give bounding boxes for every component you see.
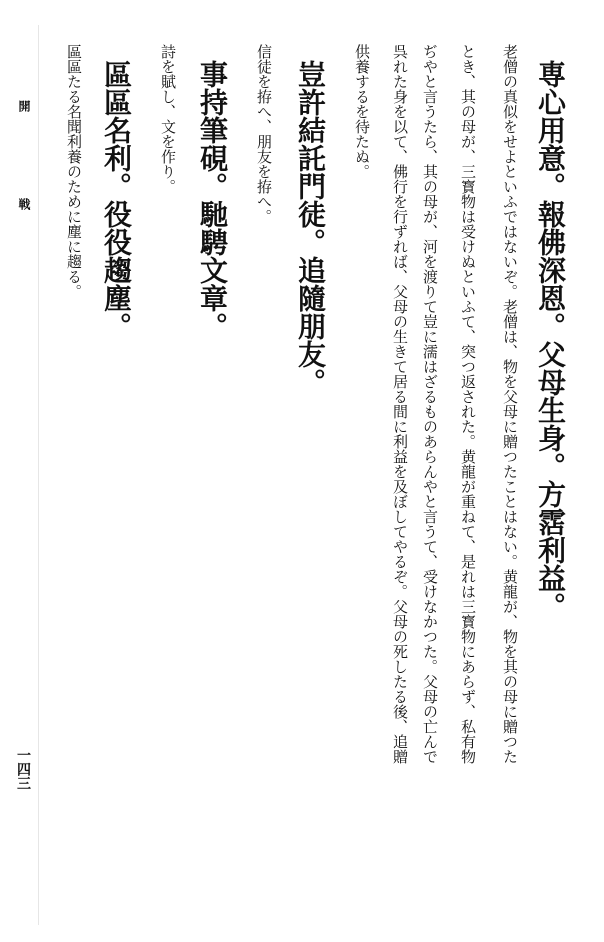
page-number: 一四三: [15, 748, 31, 790]
commentary-1-line-2: とき、其の母が、三寳物は受けぬといふて、突つ返された。黄龍が重ねて、是れは三寳物にあらず、私有物: [459, 44, 477, 764]
commentary-4: 區區たる名聞利養のために塵に趨る。: [65, 44, 83, 299]
margin-title: 開 戦: [17, 100, 31, 246]
commentary-1-line-3: ぢやと言うたら、其の母が、河を渡りて豈に濡はざるものあらんやと言うて、受けなかつた。父母の亡んで: [421, 44, 439, 764]
commentary-1-line-5: 供養するを待たぬ。: [353, 44, 371, 179]
heading-column-3: 事持筆硯。馳騁文章。: [196, 60, 229, 340]
heading-column-4: 區區名利。役役趨塵。: [100, 60, 133, 340]
commentary-1-line-1: 老僧の真似をせよといふではないぞ。老僧は、物を父母に贈つたことはない。黄龍が、物を其の母に贈つた: [501, 44, 519, 764]
commentary-2: 信徒を拵へ、朋友を拵へ。: [255, 44, 273, 224]
page-gutter: [38, 25, 39, 925]
heading-column-1: 専心用意。報佛深恩。父母生身。方霑利益。: [534, 60, 567, 620]
commentary-1-line-4: 呉れた身を以て、佛行を行ずれば、父母の生きて居る間に利益を及ぼしてやるぞ。父母の死したる後、追贈: [391, 44, 409, 764]
commentary-3: 詩を賦し、文を作り。: [159, 44, 177, 194]
heading-column-2: 豈許結託門徒。追隨朋友。: [294, 60, 327, 396]
